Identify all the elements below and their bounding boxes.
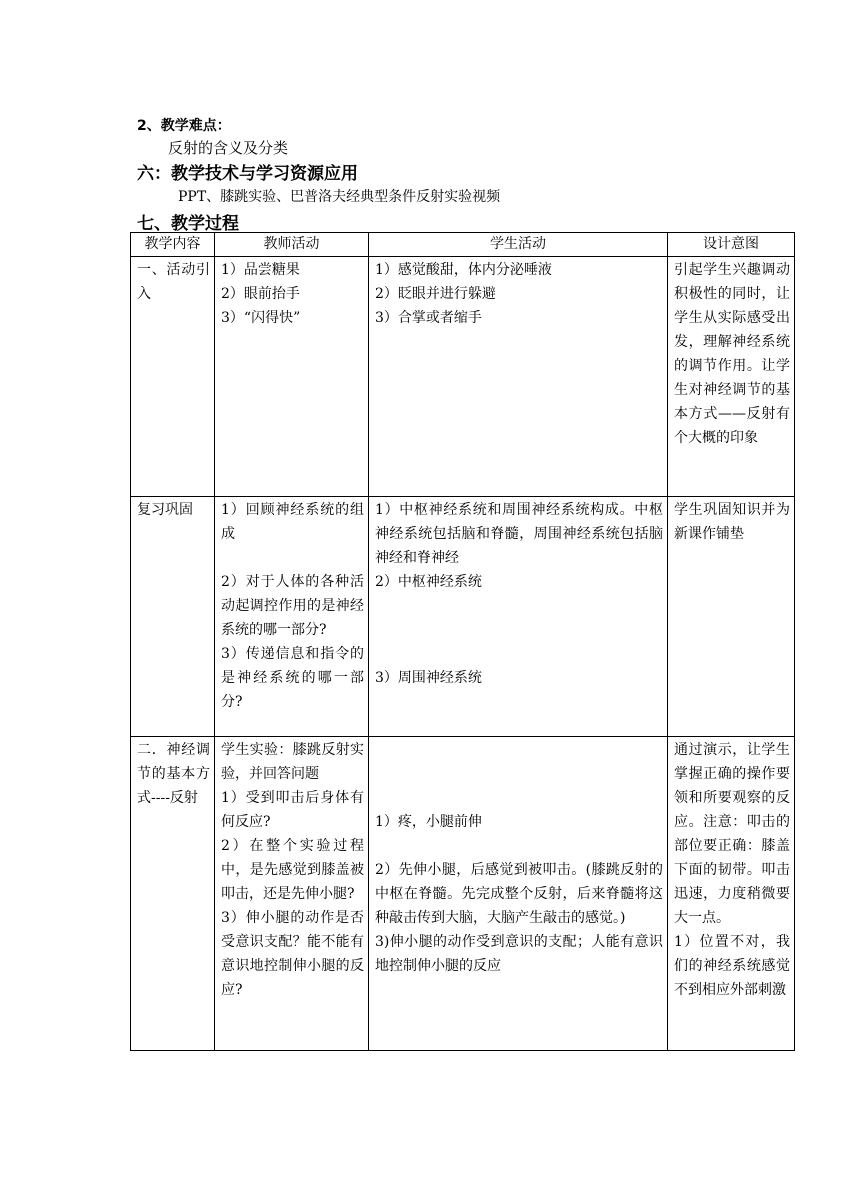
row3-intent [668,737,795,1051]
blank-line [375,618,663,642]
row1-teacher-line: 3）“闪得快” [221,310,301,326]
row2-intent: 学生巩固知识并为新课作铺垫 [668,497,795,737]
blank-line [375,642,663,666]
teaching-process-table [130,232,795,1051]
row2-teacher-line: 3）传递信息和指令的是神经系统的哪一部分? [221,646,364,710]
row1-student-line: 2）眨眼并进行躲避 [375,286,496,302]
table-row [131,737,795,1051]
row2-student-line: 3）周围神经系统 [375,670,482,686]
table-row [131,257,795,497]
table-header-row [131,233,795,257]
section7-heading: 七、教学过程 [137,214,239,234]
header-student: 学生活动 [369,233,668,257]
blank-line [375,834,663,858]
row1-student-line: 1）感觉酸甜，体内分泌唾液 [375,262,552,278]
row3-teacher-line: 学生实验：膝跳反射实验，并回答问题 [221,742,364,782]
row3-student-line: 3)伸小腿的动作受到意识的支配；人能有意识地控制伸小腿的反应 [375,934,663,974]
row1-teacher-line: 2）眼前抬手 [221,286,300,302]
row1-content: 一、活动引入 [131,257,215,497]
row1-teacher-line: 1）品尝糖果 [221,262,300,278]
row2-teacher [215,497,369,737]
row1-intent: 引起学生兴趣调动积极性的同时，让学生从实际感受出发，理解神经系统的调节作用。让学生对神经调节的基本方式——反射有个大概的印象 [668,257,795,497]
row2-teacher-line: 2）对于人体的各种活动起调控作用的是神经系统的哪一部分? [221,574,364,638]
row2-teacher-line: 1）回顾神经系统的组成 [221,502,364,542]
row2-student-line: 2）中枢神经系统 [375,574,482,590]
row2-student [369,497,668,737]
row2-content: 复习巩固 [131,497,215,737]
header-teacher: 教师活动 [215,233,369,257]
table-row [131,497,795,737]
row3-teacher-line: 3）伸小腿的动作是否受意识支配？能不能有意识地控制伸小腿的反应? [221,910,364,998]
blank-line [375,738,663,762]
difficulty-text: 反射的含义及分类 [168,139,289,157]
header-intent: 设计意图 [668,233,795,257]
blank-line [221,546,364,570]
blank-line [375,762,663,786]
row3-teacher-line: 1）受到叩击后身体有何反应? [221,790,364,830]
row3-student-line: 1）疼，小腿前伸 [375,814,482,830]
difficulty-heading: 2、教学难点： [137,118,231,134]
blank-line [375,594,663,618]
section6-heading: 六：教学技术与学习资源应用 [137,164,358,184]
section6-text: PPT、膝跳实验、巴普洛夫经典型条件反射实验视频 [178,189,501,205]
row3-teacher-line: 2）在整个实验过程中，是先感觉到膝盖被叩击，还是先伸小腿? [221,838,364,902]
row1-student [369,257,668,497]
row3-content: 二．神经调节的基本方式----反射 [131,737,215,1051]
row1-teacher [215,257,369,497]
blank-line [375,786,663,810]
row2-student-line: 1）中枢神经系统和周围神经系统构成。中枢神经系统包括脑和脊髓，周围神经系统包括脑神经和脊神经 [375,502,663,566]
row3-student [369,737,668,1051]
row3-teacher [215,737,369,1051]
header-content: 教学内容 [131,233,215,257]
row3-student-line: 2）先伸小腿，后感觉到被叩击。(膝跳反射的中枢在脊髓。先完成整个反射，后来脊髓将这种敲击传到大脑，大脑产生敲击的感觉。) [375,862,663,926]
row3-intent-line: 1）位置不对，我们的神经系统感觉不到相应外部刺激 [674,934,790,998]
row1-student-line: 3）合掌或者缩手 [375,310,482,326]
row3-intent-line: 通过演示，让学生掌握正确的操作要领和所要观察的反应。注意：叩击的部位要正确：膝盖下面的韧带。叩击迅速，力度稍微要大一点。 [674,742,790,926]
